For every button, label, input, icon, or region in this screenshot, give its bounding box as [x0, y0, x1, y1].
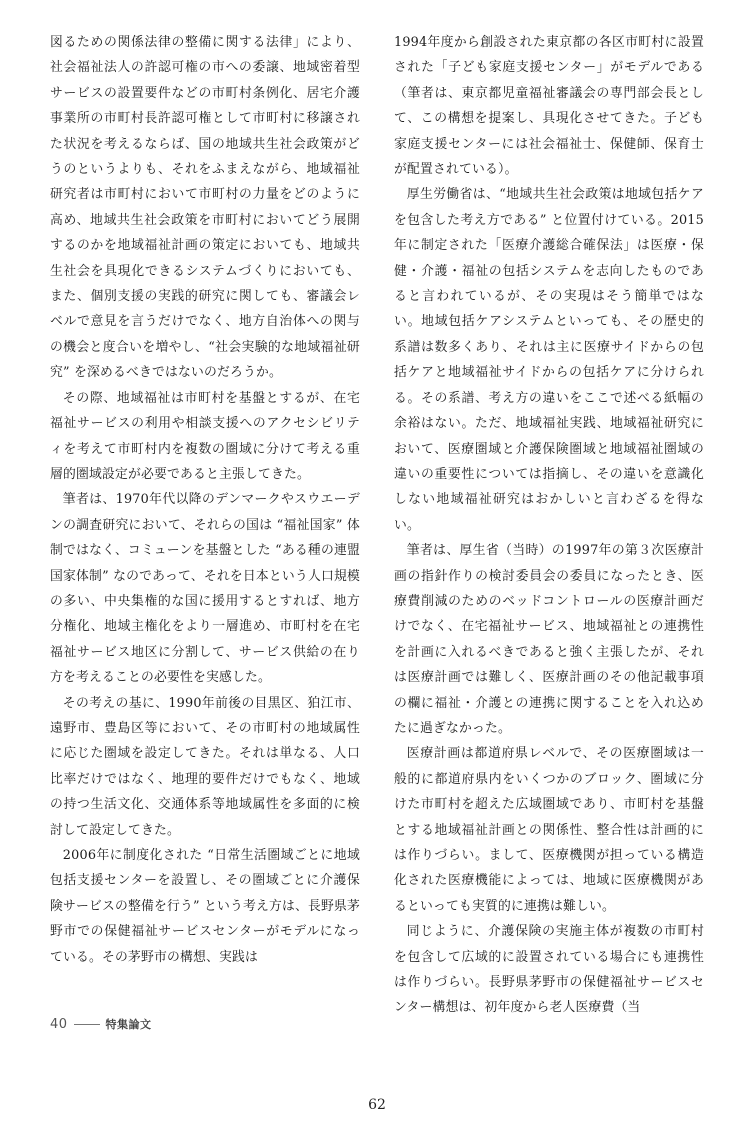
- footer-divider: [74, 1024, 100, 1025]
- left-text-column: [50, 30, 360, 970]
- paragraph: その考えの基に、1990年前後の目黒区、狛江市、遠野市、豊島区等において、その市町村の地域属性に応じた圏域を設定してきた。それは単なる、人口比率だけではなく、地理的要件だけでもなく、地域の持つ生活文化、交通体系等地域属性を多面的に検討して設定してきた。: [50, 695, 360, 838]
- page-footer: [50, 1016, 152, 1032]
- paragraph: 図るための関係法律の整備に関する法律」により、社会福祉法人の許認可権の市への委譲、地域密着型サービスの設置要件などの市町村条例化、居宅介護事業所の市町村長許認可権として市町村に移譲された状況を考えるならば、国の地域共生社会政策がどうのというよりも、それをふまえながら、地域福祉研究者は市町村において市町村の力量をどのように高め、地域共生社会政策を市町村においてどう展開するのかを地域福祉計画の策定においても、地域共生社会を具現化できるシステムづくりにおいても、また、個別支援の実践的研究に関しても、審議会レベルで意見を言うだけでなく、地方自治体への関与の機会と度合いを増やし、“社会実験的な地域福祉研究” を深めるべきではないのだろうか。: [50, 35, 360, 381]
- paragraph: その際、地域福祉は市町村を基盤とするが、在宅福祉サービスの利用や相談支援へのアクセシビリティを考えて市町村内を複数の圏域に分けて考える重層的圏域設定が必要であると主張してきた。: [50, 390, 360, 482]
- footer-page-number: 40: [50, 1017, 68, 1032]
- right-text-column: [394, 30, 704, 1021]
- paragraph: 同じように、介護保険の実施主体が複数の市町村を包含して広域的に設置されている場合にも連携性は作りづらい。長野県茅野市の保健福祉サービスセンター構想は、初年度から老人医療費（当: [394, 924, 704, 1016]
- paragraph: 1994年度から創設された東京都の各区市町村に設置された「子ども家庭支援センター」がモデルである（筆者は、東京都児童福祉審議会の専門部会長として、この構想を提案し、具現化させてきた。子ども家庭支援センターには社会福祉士、保健師、保育士が配置されている）。: [394, 35, 704, 178]
- paragraph: 2006年に制度化された “日常生活圏域ごとに地域包括支援センターを設置し、その圏域ごとに介護保険サービスの整備を行う” という考え方は、長野県茅野市での保健福祉サービスセンターがモデルになっている。その茅野市の構想、実践は: [50, 848, 360, 965]
- paragraph: 筆者は、1970年代以降のデンマークやスウエーデンの調査研究において、それらの国は “福祉国家” 体制ではなく、コミューンを基盤とした “ある種の連盟国家体制” なのであって、それを日本という人口規模の多い、中央集権的な国に援用するとすれば、地方分権化、地域主権化をより一層進め、市町村を在宅福祉サービス地区に分割して、サービス供給の在り方を考えることの必要性を実感した。: [50, 492, 360, 686]
- footer-section-label: 特集論文: [105, 1018, 152, 1031]
- paragraph: 医療計画は都道府県レベルで、その医療圏域は一般的に都道府県内をいくつかのブロック、圏域に分けた市町村を超えた広域圏域であり、市町村を基盤とする地域福祉計画との関係性、整合性は計画的には作りづらい。まして、医療機関が担っている構造化された医療機能によっては、地域に医療機関があるといっても実質的に連携は難しい。: [394, 746, 704, 914]
- scan-page-number: 62: [368, 1097, 386, 1113]
- paragraph: 厚生労働省は、“地域共生社会政策は地域包括ケアを包含した考え方である” と位置付けている。2015年に制定された「医療介護総合確保法」は医療・保健・介護・福祉の包括システムを志向したものであると言われているが、その実現はそう簡単ではない。地域包括ケアシステムといっても、その歴史的系譜は数多くあり、それは主に医療サイドからの包括ケアと地域福祉サイドからの包括ケアに分けられる。その系譜、考え方の違いをここで述べる紙幅の余裕はない。ただ、地域福祉実践、地域福祉研究において、医療圏域と介護保険圏域と地域福祉圏域の違いの重要性については指摘し、その違いを意識化しない地域福祉研究はおかしいと言わざるを得ない。: [394, 187, 704, 533]
- paragraph: 筆者は、厚生省（当時）の1997年の第３次医療計画の指針作りの検討委員会の委員になったとき、医療費削減のためのベッドコントロールの医療計画だけでなく、在宅福祉サービス、地域福祉との連携性を計画に入れるべきであると強く主張したが、それは医療計画では難しく、医療計画のその他記載事項の欄に福祉・介護との連携に関することを入れ込めたに過ぎなかった。: [394, 543, 704, 736]
